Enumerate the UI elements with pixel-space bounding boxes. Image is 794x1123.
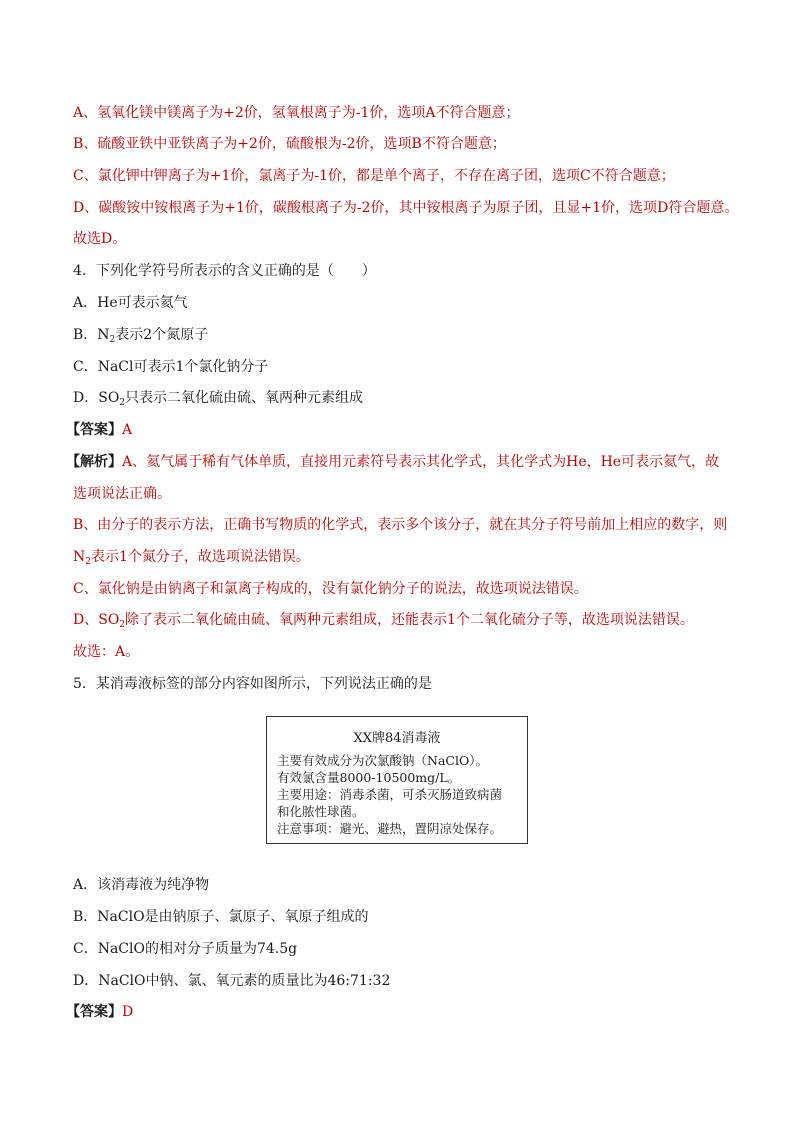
q4-option-a: A．He可表示氦气 [73, 295, 188, 311]
label-line-5: 注意事项：避光、避热，置阴凉处保存。 [277, 821, 503, 836]
q4-option-d-text: D．SO [73, 390, 120, 406]
q5-option-c: C．NaClO的相对分子质量为74.5g [73, 941, 298, 957]
q4-analysis-a2: 选项说法正确。 [73, 486, 171, 502]
q4-analysis-a1-text: A、氦气属于稀有气体单质，直接用元素符号表示其化学式，其化学式为He，He可表示氦气，故 [122, 454, 720, 470]
q5-stem: 5．某消毒液标签的部分内容如图所示，下列说法正确的是 [73, 676, 432, 692]
q4-analysis-b2 [73, 548, 310, 566]
q5-answer [66, 1003, 133, 1021]
q5-answer-value: D [122, 1004, 134, 1020]
q3-analysis-c: C、氯化钾中钾离子为+1价，氯离子为-1价，都是单个离子，不存在离子团，选项C不符合题意； [73, 168, 675, 184]
label-line-4: 和化脓性球菌。 [277, 804, 365, 819]
q5-answer-tag: 【答案】 [66, 1004, 122, 1020]
q4-analysis-b2-rest: 表示1个氮分子，故选项说法错误。 [90, 549, 310, 565]
q4-analysis-b1: B、由分子的表示方法，正确书写物质的化学式，表示多个该分子，就在其分子符号前加上相应的数字，则 [73, 517, 728, 533]
q4-answer-value: A [122, 422, 133, 438]
q5-option-d: D．NaClO中钠、氯、氧元素的质量比为46:71:32 [73, 973, 391, 989]
q4-conclusion: 故选：A。 [73, 644, 140, 660]
label-title: XX牌84消毒液 [353, 731, 441, 746]
q3-conclusion: 故选D。 [73, 231, 127, 247]
q4-option-b-subscript: 2 [109, 335, 116, 345]
q4-option-c: C．NaCl可表示1个氯化钠分子 [73, 359, 269, 375]
q3-analysis-a: A、氢氧化镁中镁离子为+2价，氢氧根离子为-1价，选项A不符合题意； [73, 105, 520, 121]
q5-option-b: B．NaClO是由钠原子、氯原子、氧原子组成的 [73, 909, 369, 925]
q4-option-b-text: B．N [73, 327, 110, 343]
q4-answer [66, 421, 132, 439]
q4-option-b [73, 326, 208, 344]
q4-analysis-c: C、氯化钠是由钠离子和氯离子构成的，没有氯化钠分子的说法，故选项说法错误。 [73, 581, 588, 597]
q4-answer-tag: 【答案】 [66, 422, 122, 438]
q4-option-d [73, 389, 363, 407]
q5-option-a: A．该消毒液为纯净物 [73, 877, 210, 893]
label-line-2: 有效氯含量8000-10500mg/L。 [277, 770, 461, 785]
q4-analysis-b2-subscript: 2 [85, 557, 91, 567]
q4-option-d-rest: 只表示二氧化硫由硫、氧两种元素组成 [125, 390, 364, 406]
q3-analysis-d: D、碳酸铵中铵根离子为+1价，碳酸根离子为-2价，其中铵根离子为原子团，且显+1价，选项D符合题意。 [73, 200, 739, 216]
q4-option-b-rest: 表示2个氮原子 [115, 327, 209, 343]
q4-analysis-b2-text: N [73, 549, 86, 565]
q4-analysis-d-rest: 除了表示二氧化硫由硫、氧两种元素组成，还能表示1个二氧化硫分子等，故选项说法错误。 [125, 612, 694, 628]
q4-analysis-a1 [66, 453, 719, 471]
q4-analysis-d-text: D、SO [73, 612, 120, 628]
disinfectant-label [266, 716, 528, 844]
q4-option-d-subscript: 2 [119, 398, 126, 408]
q4-analysis-d-subscript: 2 [119, 620, 126, 630]
label-line-1: 主要有效成分为次氯酸钠（NaClO）。 [277, 753, 488, 768]
q3-analysis-b: B、硫酸亚铁中亚铁离子为+2价，硫酸根为-2价，选项B不符合题意； [73, 136, 506, 152]
label-line-3: 主要用途：消毒杀菌，可杀灭肠道致病菌 [277, 787, 503, 802]
q4-analysis-d [73, 611, 694, 629]
q4-stem: 4．下列化学符号所表示的含义正确的是（ ） [73, 263, 376, 279]
q4-analysis-tag: 【解析】 [66, 454, 122, 470]
